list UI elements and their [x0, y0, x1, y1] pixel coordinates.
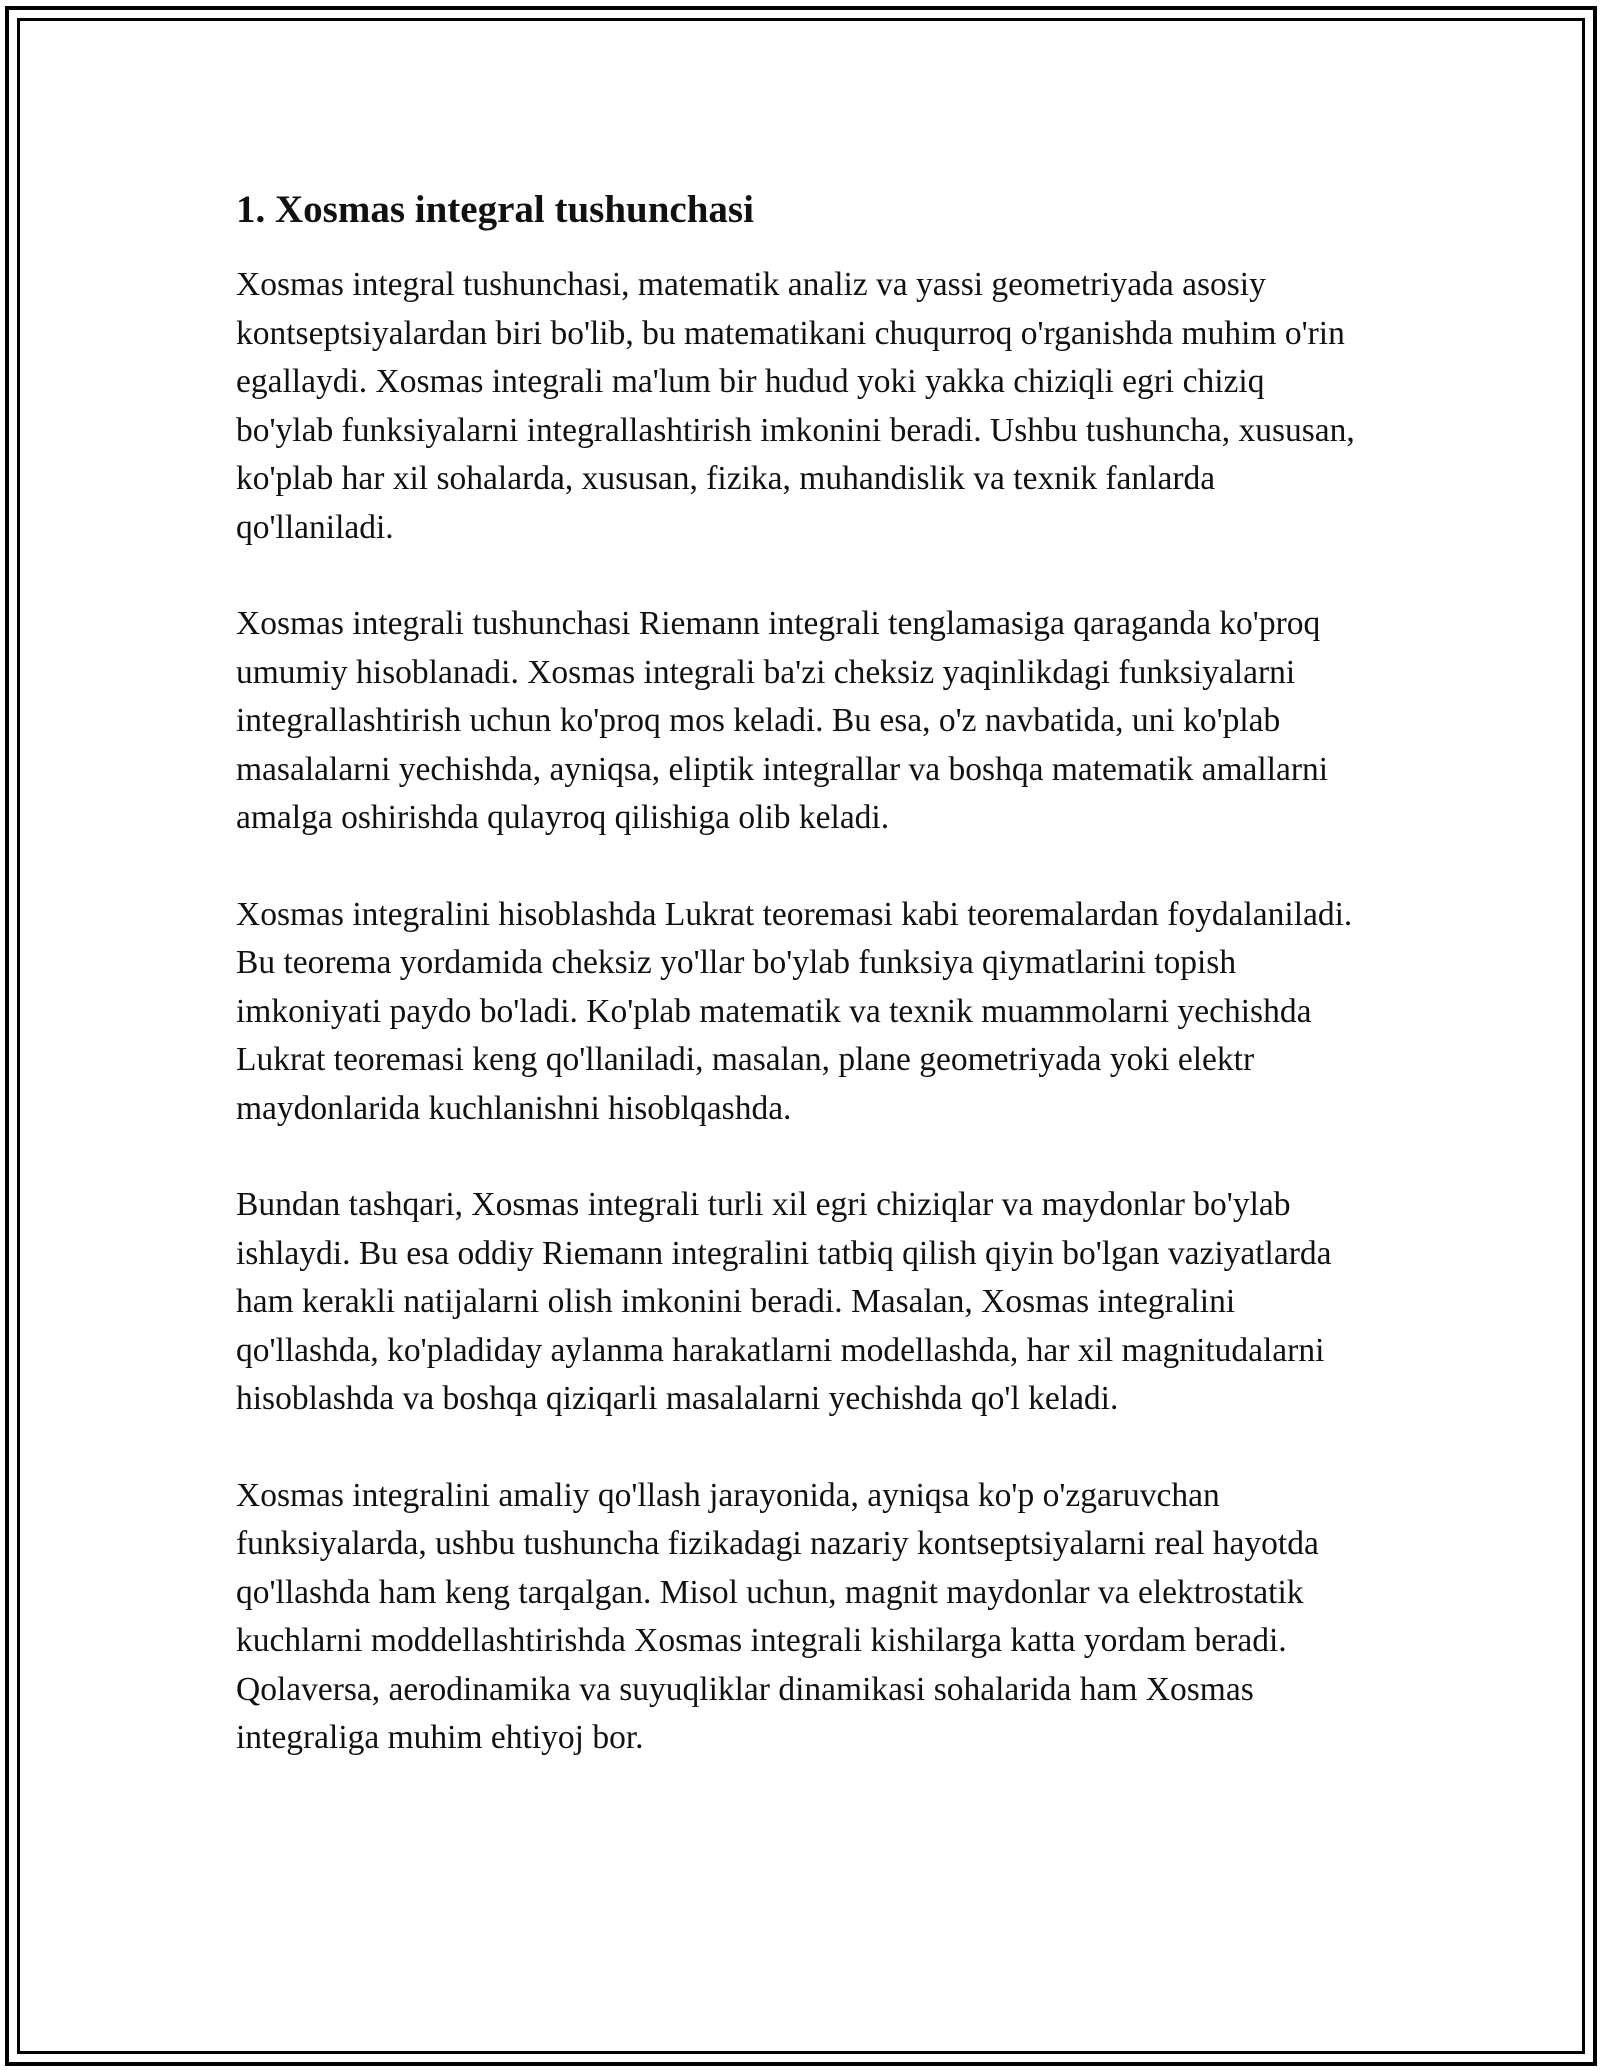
- document-body: [236, 185, 1368, 1811]
- paragraph-1: Xosmas integral tushunchasi, matematik analiz va yassi geometriyada asosiy kontseptsiyalardan biri bo'lib, bu matematikani chuqurroq o'rganishda muhim o'rin egallaydi. Xosmas integrali ma'lum bir hudud yoki yakka chiziqli egri chiziq bo'ylab funksiyalarni integrallashtirish imkonini beradi. Ushbu tushuncha, xususan, ko'plab har xil sohalarda, xususan, fizika, muhandislik va texnik fanlarda qo'llaniladi.: [236, 266, 1355, 546]
- section-heading: 1. Xosmas integral tushunchasi: [236, 188, 754, 231]
- paragraph-2: Xosmas integrali tushunchasi Riemann integrali tenglamasiga qaraganda ko'proq umumiy hisoblanadi. Xosmas integrali ba'zi cheksiz yaqinlikdagi funksiyalarni integrallashtirish uchun ko'proq mos keladi. Bu esa, o'z navbatida, uni ko'plab masalalarni yechishda, ayniqsa, eliptik integrallar va boshqa matematik amallarni amalga oshirishda qulayroq qilishiga olib keladi.: [236, 605, 1329, 836]
- paragraph-4: Bundan tashqari, Xosmas integrali turli xil egri chiziqlar va maydonlar bo'ylab ishlaydi. Bu esa oddiy Riemann integralini tatbiq qilish qiyin bo'lgan vaziyatlarda ham kerakli natijalarni olish imkonini beradi. Masalan, Xosmas integralini qo'llashda, ko'pladiday aylanma harakatlarni modellashda, har xil magnitudalarni hisoblashda va boshqa qiziqarli masalalarni yechishda qo'l keladi.: [236, 1186, 1332, 1417]
- paragraph-5: Xosmas integralini amaliy qo'llash jarayonida, ayniqsa ko'p o'zgaruvchan funksiyalarda, ushbu tushuncha fizikadagi nazariy kontseptsiyalarni real hayotda qo'llashda ham keng tarqalgan. Misol uchun, magnit maydonlar va elektrostatik kuchlarni moddellashtirishda Xosmas integrali kishilarga katta yordam beradi. Qolaversa, aerodinamika va suyuqliklar dinamikasi sohalarida ham Xosmas integraliga muhim ehtiyoj bor.: [236, 1476, 1319, 1756]
- paragraph-3: Xosmas integralini hisoblashda Lukrat teoremasi kabi teoremalardan foydalaniladi. Bu teorema yordamida cheksiz yo'llar bo'ylab funksiya qiymatlarini topish imkoniyati paydo bo'ladi. Ko'plab matematik va texnik muammolarni yechishda Lukrat teoremasi keng qo'llaniladi, masalan, plane geometriyada yoki elektr maydonlarida kuchlanishni hisoblqashda.: [236, 895, 1353, 1127]
